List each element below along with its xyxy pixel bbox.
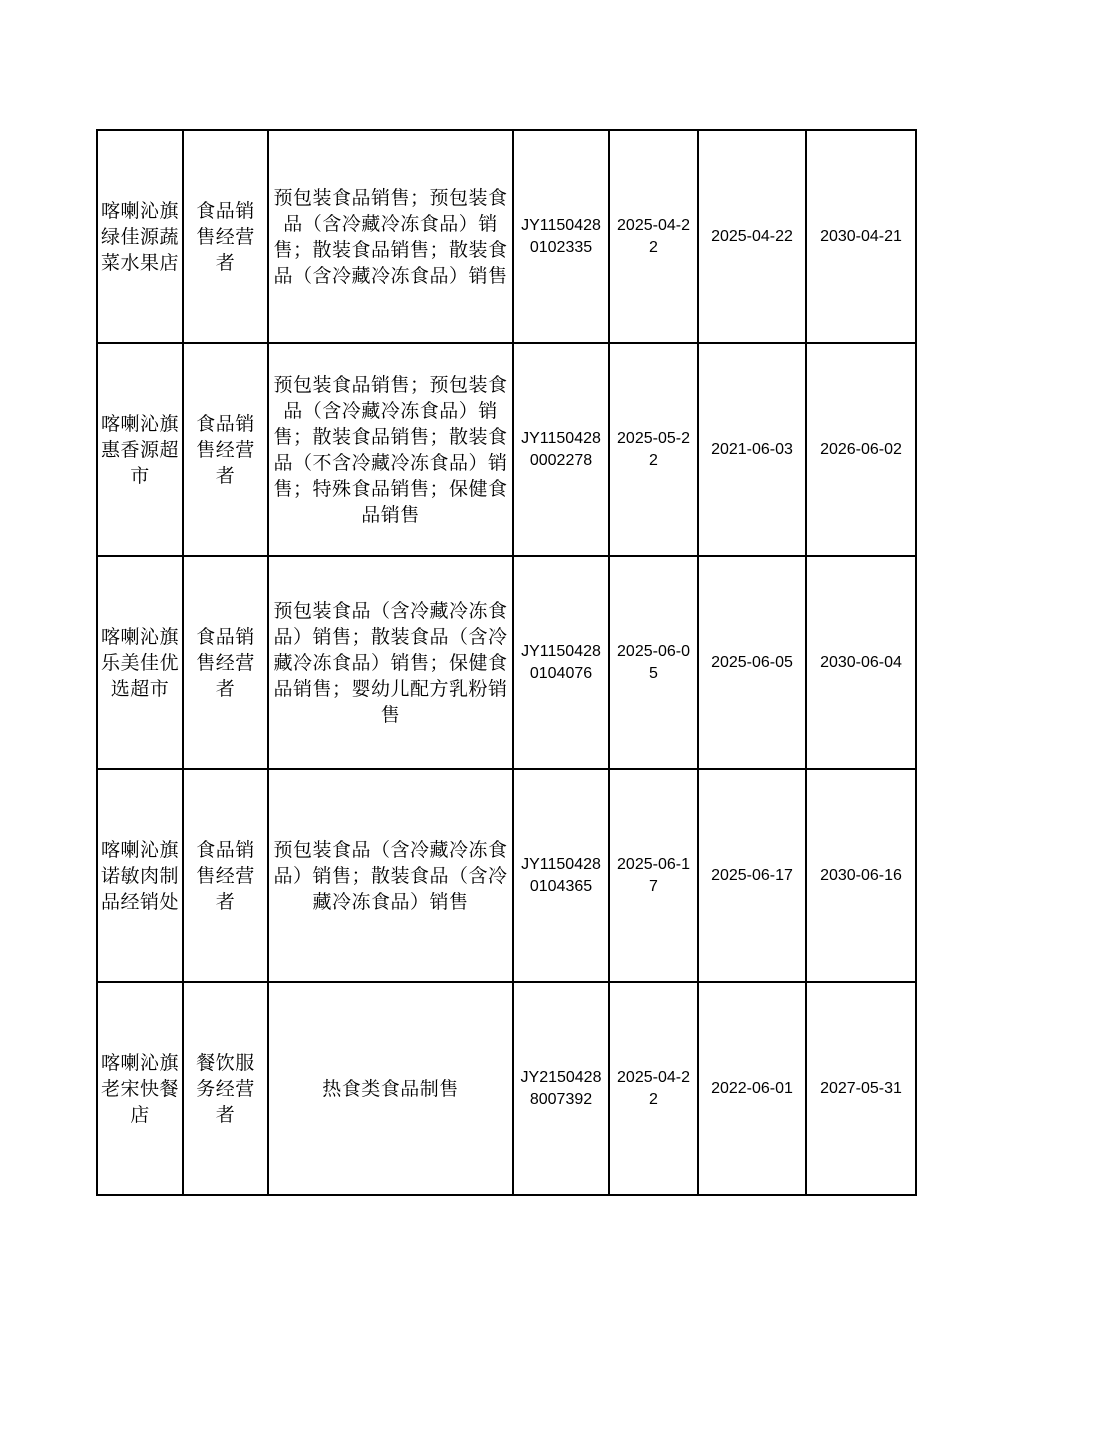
issue-date: 2025-04-22	[617, 216, 690, 256]
business-type: 食品销售经营者	[196, 625, 255, 700]
business-name: 喀喇沁旗老宋快餐店	[101, 1051, 180, 1126]
table-row	[97, 982, 916, 1195]
valid-from-cell	[698, 556, 806, 769]
valid-to-cell	[806, 982, 916, 1195]
business-scope: 热食类食品制售	[322, 1077, 459, 1100]
valid-to-date: 2030-06-04	[820, 653, 902, 671]
business-name: 喀喇沁旗绿佳源蔬菜水果店	[101, 199, 180, 274]
table-row	[97, 769, 916, 982]
license-number-cell	[513, 982, 609, 1195]
valid-from-date: 2025-06-17	[711, 866, 793, 884]
issue-date-cell	[609, 982, 698, 1195]
business-name-cell	[97, 556, 183, 769]
business-name-cell	[97, 343, 183, 556]
business-name: 喀喇沁旗乐美佳优选超市	[101, 625, 180, 700]
valid-from-cell	[698, 130, 806, 343]
business-name-cell	[97, 982, 183, 1195]
business-type: 餐饮服务经营者	[196, 1051, 255, 1126]
table-row	[97, 343, 916, 556]
issue-date: 2025-04-22	[617, 1068, 690, 1108]
business-scope-cell	[268, 769, 513, 982]
license-number-cell	[513, 130, 609, 343]
business-type: 食品销售经营者	[196, 838, 255, 913]
issue-date-cell	[609, 556, 698, 769]
valid-from-cell	[698, 769, 806, 982]
license-number: JY11504280104076	[521, 642, 601, 682]
business-type: 食品销售经营者	[196, 199, 255, 274]
business-name-cell	[97, 130, 183, 343]
issue-date-cell	[609, 130, 698, 343]
business-name: 喀喇沁旗惠香源超市	[101, 412, 180, 487]
valid-from-cell	[698, 343, 806, 556]
valid-from-date: 2021-06-03	[711, 440, 793, 458]
business-scope: 预包装食品（含冷藏冷冻食品）销售；散装食品（含冷藏冷冻食品）销售	[273, 838, 508, 913]
issue-date: 2025-05-22	[617, 429, 690, 469]
business-scope-cell	[268, 343, 513, 556]
business-scope: 预包装食品（含冷藏冷冻食品）销售；散装食品（含冷藏冷冻食品）销售；保健食品销售；婴幼儿配方乳粉销售	[273, 599, 508, 726]
valid-to-cell	[806, 556, 916, 769]
license-number: JY11504280104365	[521, 855, 601, 895]
business-type-cell	[183, 982, 268, 1195]
business-type: 食品销售经营者	[196, 412, 255, 487]
issue-date-cell	[609, 769, 698, 982]
business-name-cell	[97, 769, 183, 982]
business-scope: 预包装食品销售；预包装食品（含冷藏冷冻食品）销售；散装食品销售；散装食品（不含冷藏冷冻食品）销售；特殊食品销售；保健食品销售	[273, 373, 508, 526]
valid-from-date: 2022-06-01	[711, 1079, 793, 1097]
license-number-cell	[513, 343, 609, 556]
license-number: JY21504288007392	[520, 1068, 602, 1108]
table-row	[97, 130, 916, 343]
business-type-cell	[183, 130, 268, 343]
valid-to-date: 2030-04-21	[820, 227, 902, 245]
business-name: 喀喇沁旗诺敏肉制品经销处	[101, 838, 180, 913]
valid-to-cell	[806, 769, 916, 982]
business-type-cell	[183, 769, 268, 982]
valid-to-cell	[806, 343, 916, 556]
issue-date-cell	[609, 343, 698, 556]
license-number-cell	[513, 769, 609, 982]
table-row	[97, 556, 916, 769]
business-type-cell	[183, 556, 268, 769]
valid-from-date: 2025-04-22	[711, 227, 793, 245]
business-scope-cell	[268, 982, 513, 1195]
license-number: JY11504280002278	[521, 429, 601, 469]
valid-to-date: 2030-06-16	[820, 866, 902, 884]
valid-to-cell	[806, 130, 916, 343]
valid-from-cell	[698, 982, 806, 1195]
valid-to-date: 2026-06-02	[820, 440, 902, 458]
table-body	[97, 130, 916, 1195]
business-scope: 预包装食品销售；预包装食品（含冷藏冷冻食品）销售；散装食品销售；散装食品（含冷藏冷冻食品）销售	[273, 186, 508, 287]
license-table	[96, 129, 917, 1196]
business-scope-cell	[268, 556, 513, 769]
license-number-cell	[513, 556, 609, 769]
valid-to-date: 2027-05-31	[820, 1079, 902, 1097]
valid-from-date: 2025-06-05	[711, 653, 793, 671]
issue-date: 2025-06-05	[617, 642, 690, 682]
business-scope-cell	[268, 130, 513, 343]
business-type-cell	[183, 343, 268, 556]
license-number: JY11504280102335	[521, 216, 601, 256]
issue-date: 2025-06-17	[617, 855, 690, 895]
